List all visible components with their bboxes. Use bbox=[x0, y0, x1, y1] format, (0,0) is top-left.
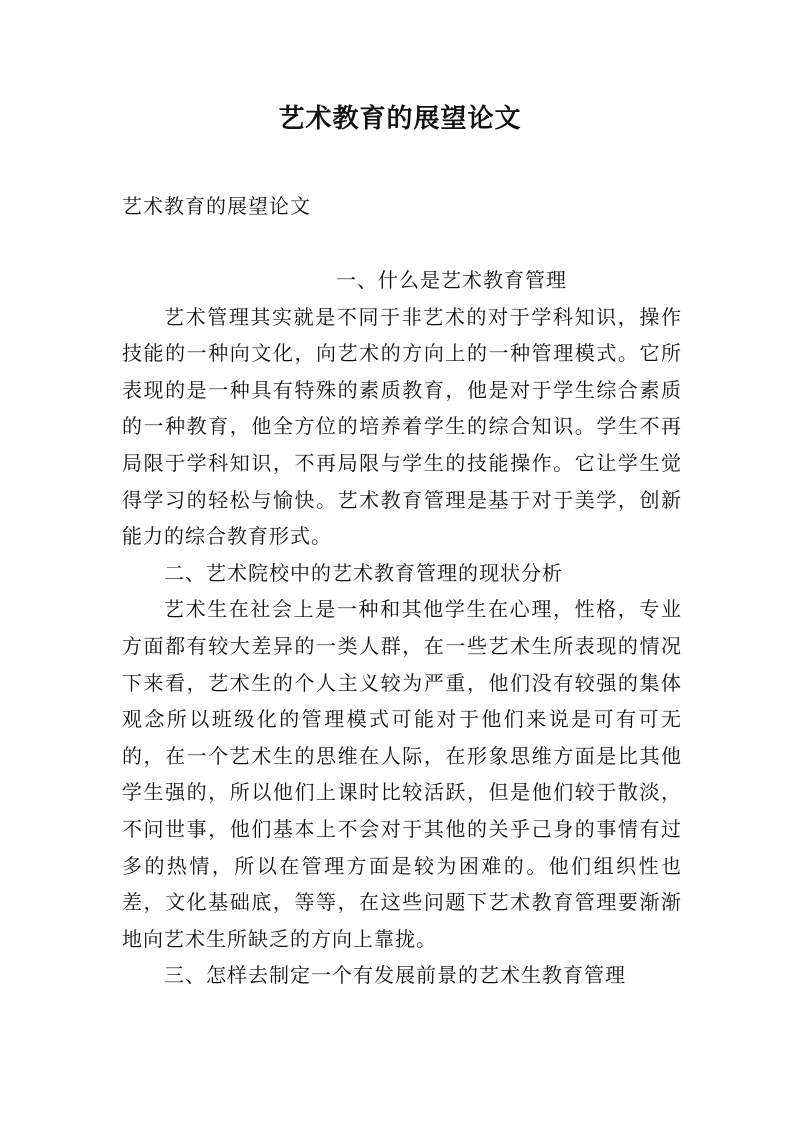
section-heading-1: 一、什么是艺术教育管理 bbox=[336, 268, 567, 292]
document-title: 艺术教育的展望论文 bbox=[278, 104, 522, 134]
document-subtitle: 艺术教育的展望论文 bbox=[122, 194, 311, 218]
document-body bbox=[122, 262, 682, 994]
section-heading-3: 三、怎样去制定一个有发展前景的艺术生教育管理 bbox=[164, 963, 626, 988]
paragraph-2: 艺术生在社会上是一种和其他学生在心理，性格，专业方面都有较大差异的一类人群，在一些艺术生所表现的情况下来看，艺术生的个人主义较为严重，他们没有较强的集体观念所以班级化的管理模式可能对于他们来说是可有可无的，在一个艺术生的思维在人际，在形象思维方面是比其他学生强的，所以他们上课时比较活跃，但是他们较于散淡，不问世事，他们基本上不会对于其他的关乎己身的事情有过多的热情，所以在管理方面是较为困难的。他们组织性也差，文化基础底，等等，在这些问题下艺术教育管理要渐渐地向艺术生所缺乏的方向上靠拢。 bbox=[122, 597, 682, 951]
section-heading-2: 二、艺术院校中的艺术教育管理的现状分析 bbox=[164, 560, 563, 585]
paragraph-1: 艺术管理其实就是不同于非艺术的对于学科知识，操作技能的一种向文化，向艺术的方向上的一种管理模式。它所表现的是一种具有特殊的素质教育，他是对于学生综合素质的一种教育，他全方位的培养着学生的综合知识。学生不再局限于学科知识，不再局限与学生的技能操作。它让学生觉得学习的轻松与愉快。艺术教育管理是基于对于美学，创新能力的综合教育形式。 bbox=[122, 304, 682, 549]
